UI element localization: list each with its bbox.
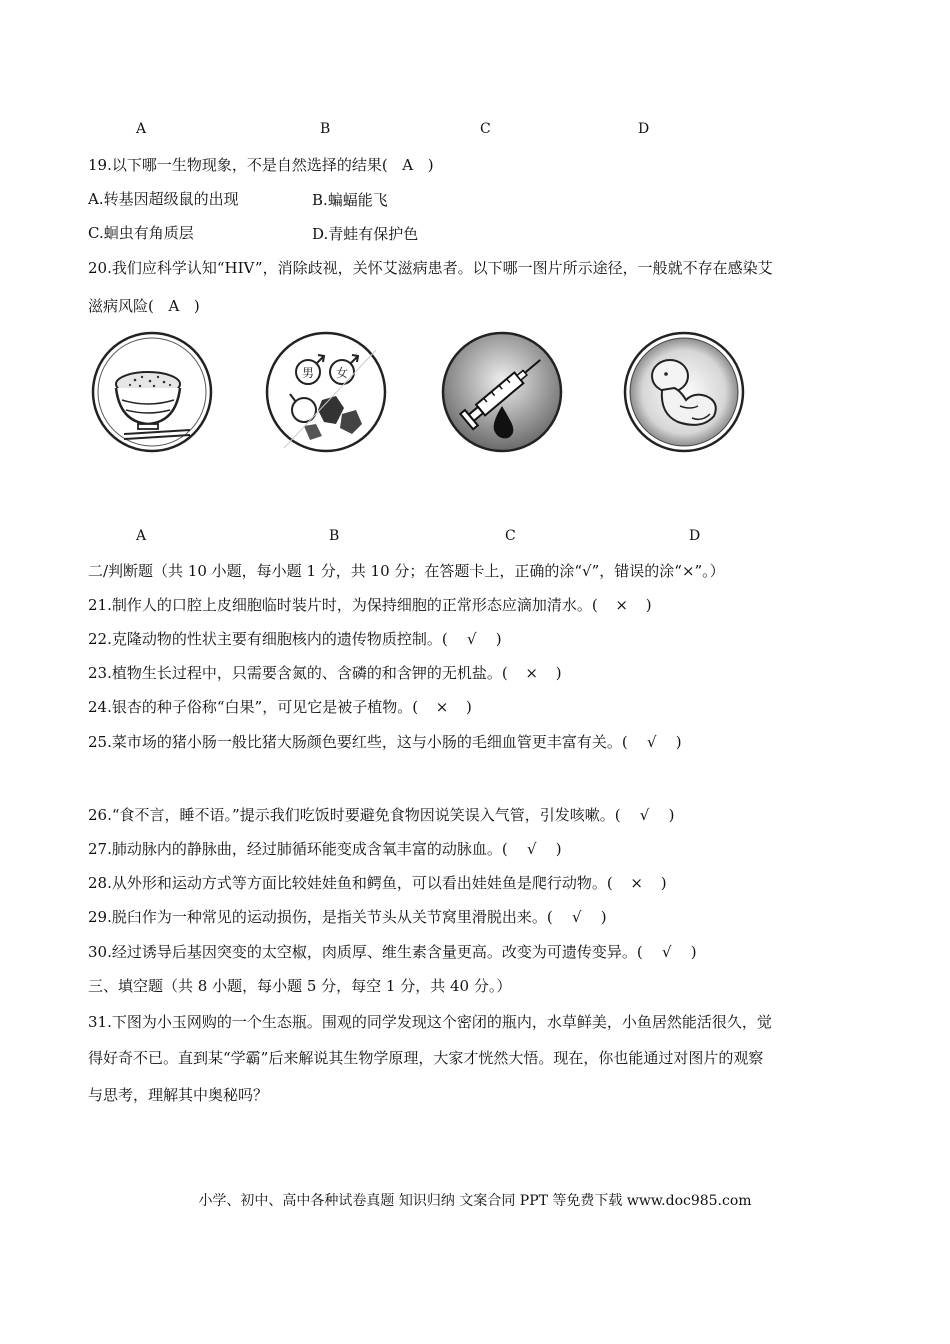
top-label-a: A: [136, 121, 147, 137]
top-label-b: B: [320, 121, 331, 137]
q20-answer: A: [168, 297, 180, 315]
judgement-mark: ×: [435, 698, 449, 716]
top-label-d: D: [638, 121, 650, 137]
q20-stem-line2: 滋病风险( A ): [88, 297, 200, 315]
judgement-item: 24.银杏的种子俗称“白果”，可见它是被子植物。( × ): [88, 698, 472, 716]
judgement-item: 26.“食不言，睡不语。”提示我们吃饭时要避免食物因说笑误入气管，引发咳嗽。( √ ): [88, 806, 675, 824]
figure-label-b: B: [329, 528, 340, 544]
gender-mark-female: 女: [335, 366, 349, 380]
q19-option-d: D.青蛙有保护色: [312, 225, 419, 243]
q20-stem-line1: 20.我们应科学认知“HIV”，消除歧视，关怀艾滋病患者。以下哪一图片所示途径，一般就不存在感染艾: [88, 259, 773, 277]
section2-header: 二/判断题（共 10 小题，每小题 1 分，共 10 分；在答题卡上，正确的涂“√”，错误的涂“×”。）: [88, 562, 725, 580]
judgement-item: 28.从外形和运动方式等方面比较娃娃鱼和鳄鱼，可以看出娃娃鱼是爬行动物。( × ): [88, 874, 667, 892]
judgement-mark: √: [661, 943, 672, 961]
figure-label-d: D: [689, 528, 701, 544]
judgement-item: 27.肺动脉内的静脉曲，经过肺循环能变成含氧丰富的动脉血。( √ ): [88, 840, 562, 858]
judgement-item: 22.克隆动物的性状主要有细胞核内的遗传物质控制。( √ ): [88, 630, 502, 648]
q19-stem: 19.以下哪一生物现象，不是自然选择的结果( A ): [88, 156, 434, 174]
section3-header: 三、填空题（共 8 小题，每小题 5 分，每空 1 分，共 40 分。）: [88, 977, 512, 995]
judgement-item: 25.菜市场的猪小肠一般比猪大肠颜色要红些，这与小肠的毛细血管更丰富有关。( √ ): [88, 733, 682, 751]
figure-label-a: A: [136, 528, 147, 544]
judgement-mark: ×: [615, 596, 628, 614]
judgement-mark: ×: [630, 874, 643, 892]
gender-symbols-icon: [264, 330, 388, 464]
fetus-icon: [622, 330, 746, 458]
q31-line3: 与思考，理解其中奥秘吗？: [88, 1086, 269, 1104]
page-footer: 小学、初中、高中各种试卷真题 知识归纳 文案合同 PPT 等免费下载 www.doc985.com: [198, 1193, 752, 1209]
judgement-item: 23.植物生长过程中，只需要含氮的、含磷的和含钾的无机盐。( × ): [88, 664, 562, 682]
judgement-item: 21.制作人的口腔上皮细胞临时装片时，为保持细胞的正常形态应滴加清水。( × ): [88, 596, 652, 614]
judgement-item: 29.脱臼作为一种常见的运动损伤，是指关节头从关节窝里滑脱出来。( √ ): [88, 908, 607, 926]
judgement-mark: √: [466, 630, 477, 648]
syringe-blood-icon: [440, 330, 564, 458]
q31-line1: 31.下图为小玉网购的一个生态瓶。围观的同学发现这个密闭的瓶内，水草鲜美，小鱼居然能活很久，觉: [88, 1013, 772, 1031]
judgement-mark: ×: [525, 664, 538, 682]
judgement-mark: √: [571, 908, 582, 926]
q31-line2: 得好奇不已。直到某“学霸”后来解说其生物学原理，大家才恍然大悟。现在，你也能通过对图片的观察: [88, 1049, 764, 1067]
q19-option-b: B.蝙蝠能飞: [312, 191, 388, 209]
q19-option-a: A.转基因超级鼠的出现: [88, 190, 239, 208]
rice-bowl-icon: [90, 330, 214, 458]
figure-label-c: C: [505, 528, 516, 544]
judgement-mark: √: [646, 733, 657, 751]
q19-option-c: C.蛔虫有角质层: [88, 224, 194, 242]
q19-answer: A: [402, 156, 414, 174]
gender-mark-male: 男: [301, 366, 315, 380]
judgement-item: 30.经过诱导后基因突变的太空椒，肉质厚、维生素含量更高。改变为可遗传变异。( √ ): [88, 943, 697, 961]
judgement-mark: √: [639, 806, 650, 824]
judgement-mark: √: [526, 840, 537, 858]
top-label-c: C: [480, 121, 491, 137]
